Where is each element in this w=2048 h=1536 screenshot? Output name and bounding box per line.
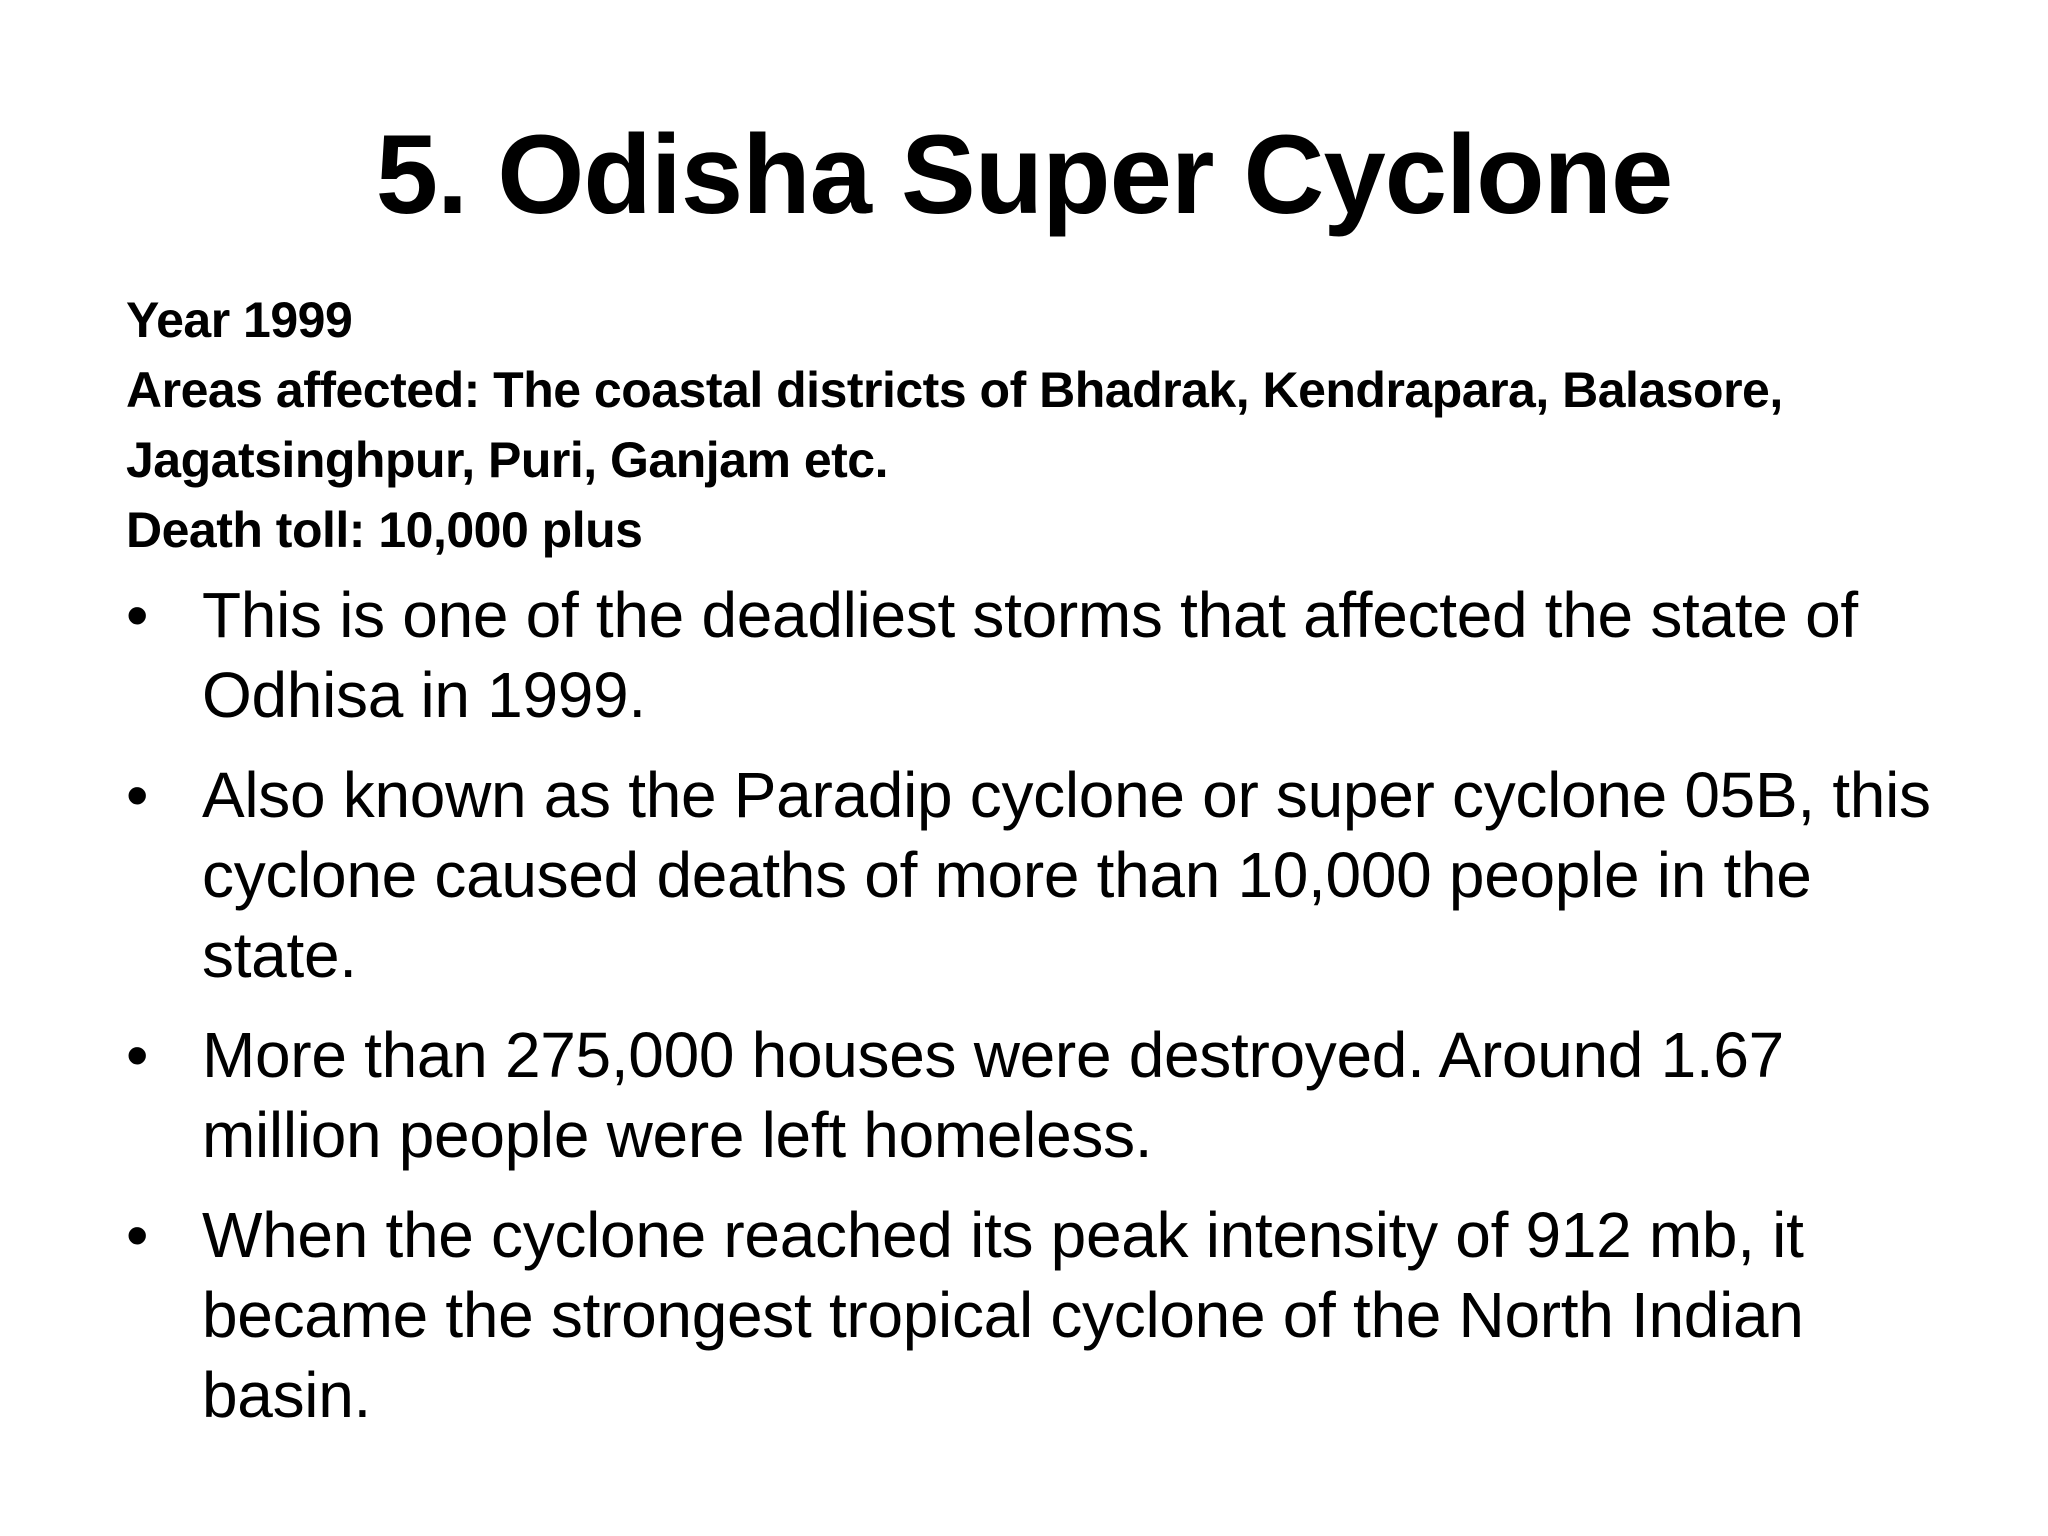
bullet-point-icon: • bbox=[126, 759, 149, 831]
info-areas-affected-continued: Jagatsinghpur, Puri, Ganjam etc. bbox=[126, 432, 888, 488]
bullet-point-icon: • bbox=[126, 579, 149, 651]
bullet-item bbox=[126, 1015, 1976, 1175]
bullet-item bbox=[126, 1195, 1976, 1435]
info-year: Year 1999 bbox=[126, 292, 353, 348]
bullet-point-icon: • bbox=[126, 1019, 149, 1091]
bullet-text: This is one of the deadliest storms that affected the state of Odhisa in 1999. bbox=[202, 579, 1858, 731]
bullet-text: When the cyclone reached its peak intensity of 912 mb, it became the strongest tropical cyclone of the North Indian basin. bbox=[202, 1199, 1804, 1431]
info-death-toll: Death toll: 10,000 plus bbox=[126, 502, 643, 558]
slide-title: 5. Odisha Super Cyclone bbox=[375, 112, 1673, 237]
bullet-item bbox=[126, 755, 1976, 995]
info-block bbox=[126, 285, 1966, 565]
bullet-text: Also known as the Paradip cyclone or super cyclone 05B, this cyclone caused deaths of more than 10,000 people in the state. bbox=[202, 759, 1931, 991]
bullet-item bbox=[126, 575, 1976, 735]
bullet-text: More than 275,000 houses were destroyed. Around 1.67 million people were left homeless. bbox=[202, 1019, 1784, 1171]
bullet-point-icon: • bbox=[126, 1199, 149, 1271]
info-areas-affected: Areas affected: The coastal districts of Bhadrak, Kendrapara, Balasore, bbox=[126, 362, 1783, 418]
bullet-list bbox=[126, 575, 1976, 1455]
